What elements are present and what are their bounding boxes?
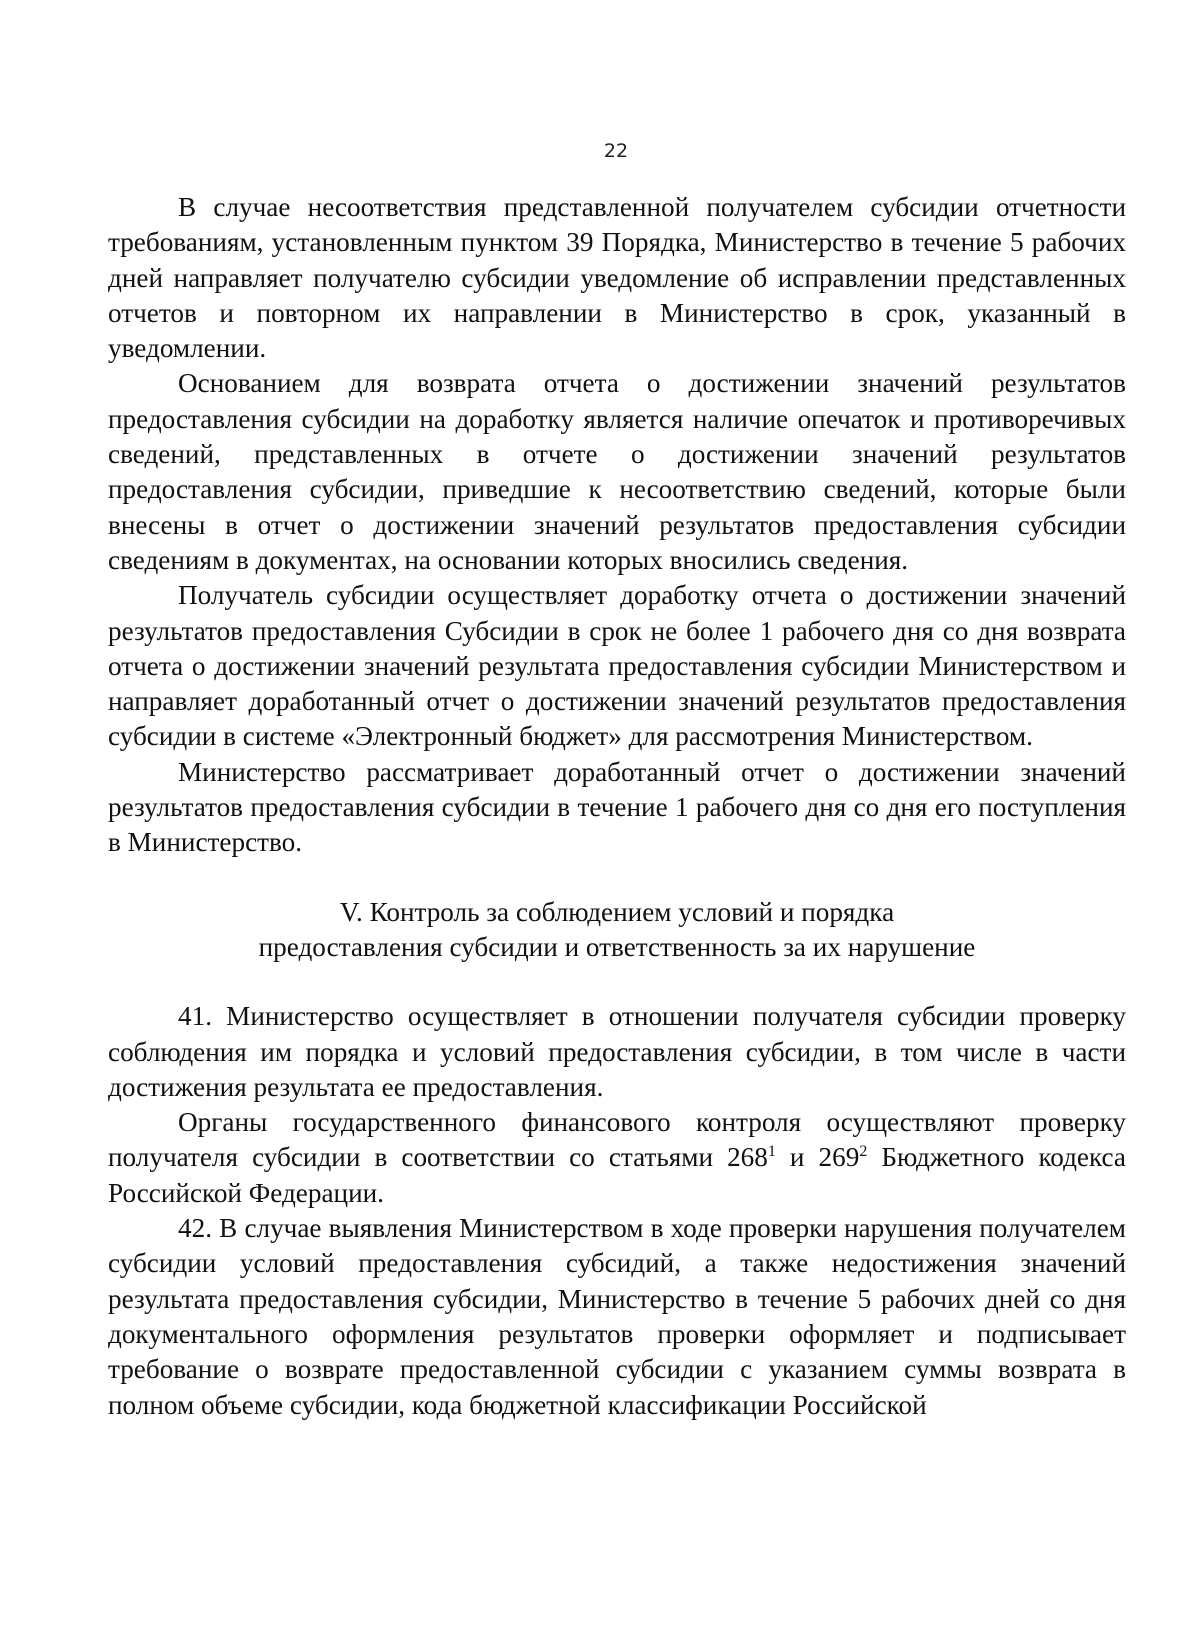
page-number: 22: [603, 140, 629, 162]
article-268-superscript: 1: [767, 1143, 776, 1161]
paragraph-ministry-review: Министерство рассматривает доработанный отчет о достижении значений результатов предоставления субсидии в течение 1 рабочего дня со дня его поступления в Министерство.: [108, 756, 1126, 858]
section-heading-line-1: V. Контроль за соблюдением условий и порядка: [339, 896, 895, 927]
section-heading-line-2: предоставления субсидии и ответственность за их нарушение: [258, 931, 976, 962]
paragraph-financial-control: [108, 1105, 1126, 1211]
financial-control-text-1: Органы государственного финансового контроля осуществляют проверку получателя субсидии в соответствии со статьями 268: [108, 1107, 1126, 1173]
document-body: [108, 190, 1126, 1423]
paragraph-return-grounds: Основанием для возврата отчета о достижении значений результатов предоставления субсидии на доработку является наличие опечаток и противоречивых сведений, представленных в отчете о достижении значений результатов предоставления субсидии, приведшие к несоответствию сведений, которые были внесены в отчет о достижении значений результатов предоставления субсидии сведениям в документах, на основании которых вносились сведения.: [108, 368, 1126, 575]
paragraph-41: 41. Министерство осуществляет в отношении получателя субсидии проверку соблюдения им порядка и условий предоставления субсидии, в том числе в части достижения результата ее предоставления.: [108, 1001, 1126, 1102]
article-269-superscript: 2: [859, 1143, 868, 1161]
paragraph-42: 42. В случае выявления Министерством в ходе проверки нарушения получателем субсидии условий предоставления субсидий, а также недостижения значений результата предоставления субсидии, Министерство в течение 5 рабочих дней со дня документального оформления результатов проверки оформляет и подписывает требование о возврате предоставленной субсидии с указанием суммы возврата в полном объеме субсидии, кода бюджетной классификации Российской: [108, 1213, 1126, 1420]
section-heading: [108, 895, 1126, 966]
financial-control-text-2: и 269: [775, 1142, 860, 1173]
financial-control-text-3: Бюджетного кодекса Российской Федерации.: [108, 1142, 1126, 1208]
paragraph-recipient-revision: Получатель субсидии осуществляет доработку отчета о достижении значений результатов предоставления Субсидии в срок не более 1 рабочего дня со дня возврата отчета о достижении значений результата предоставления субсидии Министерством и направляет доработанный отчет о достижении значений результатов предоставления субсидии в системе «Электронный бюджет» для рассмотрения Министерством.: [108, 580, 1126, 752]
paragraph-report-mismatch: В случае несоответствия представленной получателем субсидии отчетности требованиям, установленным пунктом 39 Порядка, Министерство в течение 5 рабочих дней направляет получателю субсидии уведомление об исправлении представленных отчетов и повторном их направлении в Министерство в срок, указанный в уведомлении.: [108, 192, 1126, 364]
